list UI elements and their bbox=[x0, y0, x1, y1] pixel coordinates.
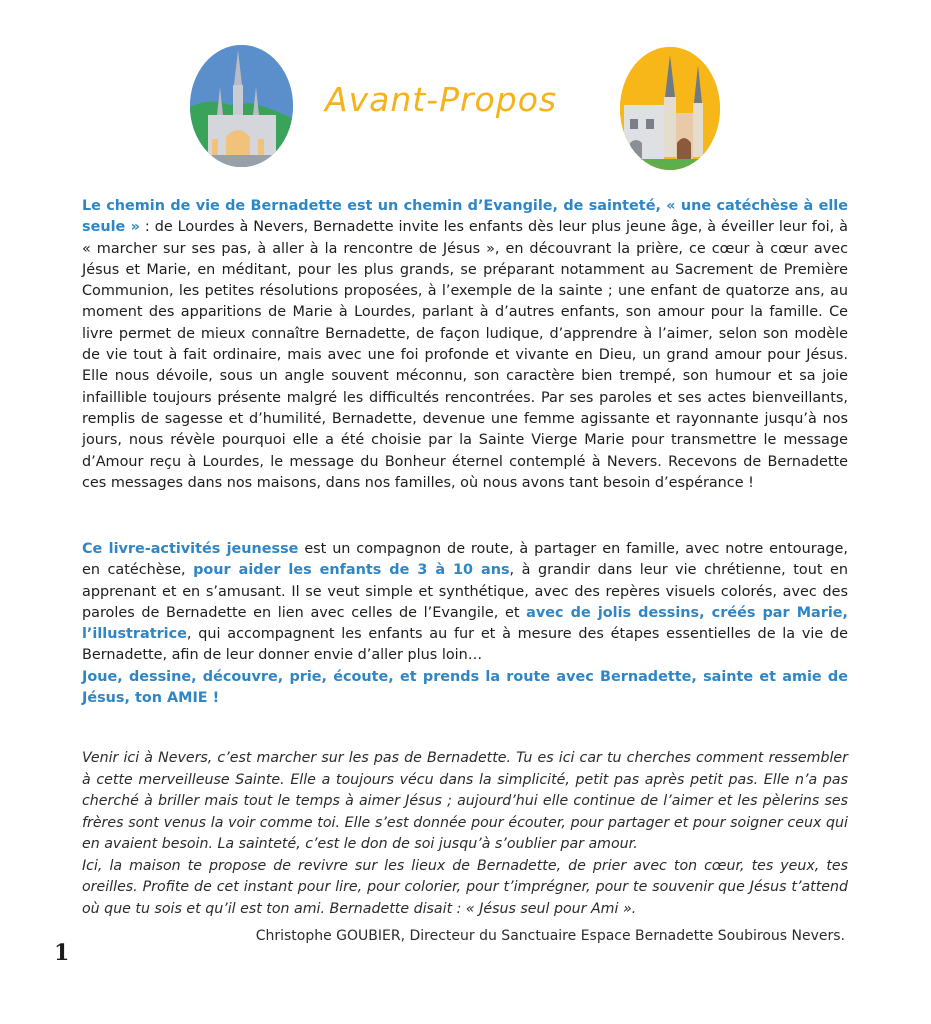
book-highlight-2: pour aider les enfants de 3 à 10 ans bbox=[193, 562, 510, 579]
intro-body: : de Lourdes à Nevers, Bernadette invite les enfants dès leur plus jeune âge, à éveiller leur foi, à « marcher sur ses pas, à aller à la rencontre de Jésus », en découvrant la prière, ce cœur à cœur avec Jésus et Marie, en méditant, pour les plus grands, se préparant notamment au Sacrement de Première Communion, les petites résolutions proposées, à l’exemple de la sainte ; une enfant de quatorze ans, au moment des apparitions de Marie à Lourdes, parlant à d’autres enfants, son amour pour la famille. Ce livre permet de mieux connaître Bernadette, de façon ludique, d’apprendre à l’aimer, selon son modèle de vie tout à fait ordinaire, mais avec une foi profonde et vivante en Dieu, un grand amour pour Jésus. Elle nous dévoile, sous un angle souvent méconnu, son caractère bien trempé, son humour et sa joie infaillible toujours présente malgré les difficultés rencontrées. Par ses paroles et ses actes bienveillants, remplis de sagesse et d’humilité, Bernadette, devenue une femme agissante et rayonnante jusqu’à nos jours, nous révèle pourquoi elle a été choisie par la Sainte Vierge Marie pour transmettre le message d’Amour reçu à Lourdes, le message du Bonheur éternel contemplé à Nevers. Recevons de Bernadette ces messages dans nos maisons, dans nos familles, où nous avons tant besoin d’espérance ! bbox=[82, 219, 848, 491]
basilica-icon bbox=[190, 45, 293, 167]
book-text-3: , qui accompagnent les enfants au fur et à mesure des étapes essentielles de la vie de Bernadette, afin de leur donner envie d’aller plus loin… bbox=[82, 626, 848, 664]
book-description-paragraph bbox=[82, 539, 848, 709]
quote-paragraph-1: Venir ici à Nevers, c’est marcher sur les pas de Bernadette. Tu es ici car tu cherches comment ressembler à cette merveilleuse Sainte. Elle a toujours vécu dans la simplicité, petit pas après petit pas. Elle n’a pas cherché à briller mais tout le temps à aimer Jésus ; aujourd’hui elle continue de l’aimer et les pèlerins ses frères sont venus la voir comme toi. Elle s’est donnée pour écouter, pour partager et pour soigner ceux qui en avaient besoin. La sainteté, c’est le don de soi jusqu’à s’oublier par amour. bbox=[82, 750, 848, 852]
page-title: Avant-Propos bbox=[325, 80, 558, 119]
book-closing: Joue, dessine, découvre, prie, écoute, et prends la route avec Bernadette, sainte et amie de Jésus, ton AMIE ! bbox=[82, 668, 848, 707]
book-highlight-1: Ce livre-activités jeunesse bbox=[82, 541, 299, 557]
signature: Christophe GOUBIER, Directeur du Sanctuaire Espace Bernadette Soubirous Nevers. bbox=[255, 928, 845, 944]
chapel-icon bbox=[620, 47, 720, 170]
intro-highlight: Le chemin de vie de Bernadette est un chemin d’Evangile, de sainteté, « une catéchèse à elle seule » bbox=[82, 198, 848, 236]
book-text-2: , à grandir dans leur vie chrétienne, tout en apprenant et en s’amusant. Il se veut simple et synthétique, avec des repères visuels colorés, avec des paroles de Bernadette en lien avec celles de l’Evangile, et bbox=[82, 562, 848, 621]
nevers-sanctuary-illustration bbox=[620, 47, 720, 170]
page-header bbox=[0, 0, 931, 180]
page-number: 1 bbox=[54, 940, 70, 966]
director-quote bbox=[82, 748, 848, 920]
intro-paragraph bbox=[82, 196, 848, 494]
book-text-1: est un compagnon de route, à partager en famille, avec notre entourage, en catéchèse, bbox=[82, 541, 848, 579]
quote-paragraph-2: Ici, la maison te propose de revivre sur les lieux de Bernadette, de prier avec ton cœur, tes yeux, tes oreilles. Profite de cet instant pour lire, pour colorier, pour t’imprégner, pour te souvenir que Jésus t’attend où que tu sois et qu’il est ton ami. Bernadette disait : « Jésus seul pour Ami ». bbox=[82, 857, 848, 917]
lourdes-basilica-illustration bbox=[190, 45, 293, 167]
book-highlight-3: avec de jolis dessins, créés par Marie, l’illustratrice bbox=[82, 604, 849, 643]
